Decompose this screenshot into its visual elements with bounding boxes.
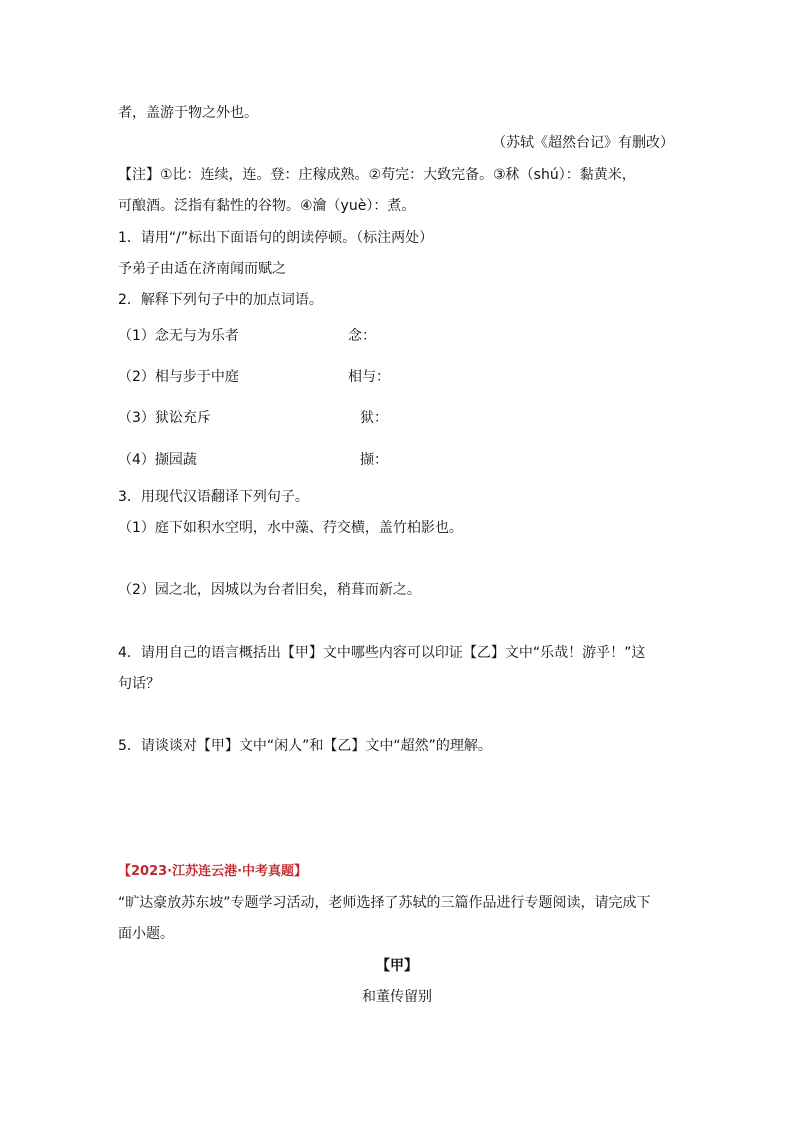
- question-5: 5．请谈谈对【甲】文中“闲人”和【乙】文中“超然”的理解。: [118, 738, 492, 754]
- section-2-intro-line-2: 面小题。: [118, 926, 174, 942]
- question-2-item-2-sentence: （2）相与步于中庭: [118, 369, 239, 385]
- question-3-item-1: （1）庭下如积水空明，水中藻、荇交横，盖竹柏影也。: [118, 520, 463, 536]
- question-2-item-2-term: 相与：: [348, 369, 390, 385]
- section-2-intro-line-1: “旷达豪放苏东坡”专题学习活动，老师选择了苏轼的三篇作品进行专题阅读，请完成下: [118, 895, 651, 911]
- question-2-item-3-sentence: （3）狱讼充斥: [118, 410, 211, 426]
- question-2-item-1-term: 念：: [348, 328, 376, 344]
- question-3-prompt: 3．用现代汉语翻译下列句子。: [118, 489, 309, 505]
- question-4-line-2: 句话？: [118, 676, 160, 692]
- question-3-item-2: （2）园之北，因城以为台者旧矣，稍葺而新之。: [118, 582, 421, 598]
- question-2-prompt: 2．解释下列句子中的加点词语。: [118, 292, 323, 308]
- citation: （苏轼《超然台记》有删改）: [492, 135, 674, 151]
- question-2-item-4-term: 撷：: [360, 452, 388, 468]
- notes-line-2: 可酿酒。泛指有黏性的谷物。④瀹（yuè）：煮。: [118, 198, 416, 214]
- notes-line-1: 【注】①比：连续，连。登：庄稼成熟。②苟完：大致完备。③秫（shú）：黏黄米，: [118, 167, 636, 183]
- question-4-line-1: 4．请用自己的语言概括出【甲】文中哪些内容可以印证【乙】文中“乐哉！游乎！”这: [118, 645, 646, 661]
- question-1-sentence: 予弟子由适在济南闻而赋之: [118, 261, 286, 277]
- question-1-prompt: 1．请用“/”标出下面语句的朗读停顿。（标注两处）: [118, 230, 434, 246]
- passage-tail: 者，盖游于物之外也。: [118, 105, 258, 121]
- question-2-item-3-term: 狱：: [360, 410, 388, 426]
- section-2-source-tag: 【2023·江苏连云港·中考真题】: [118, 864, 308, 879]
- question-2-item-4-sentence: （4）撷园蔬: [118, 452, 197, 468]
- part-label: 【甲】: [376, 958, 418, 974]
- question-2-item-1-sentence: （1）念无与为乐者: [118, 328, 239, 344]
- poem-title: 和董传留别: [362, 989, 432, 1005]
